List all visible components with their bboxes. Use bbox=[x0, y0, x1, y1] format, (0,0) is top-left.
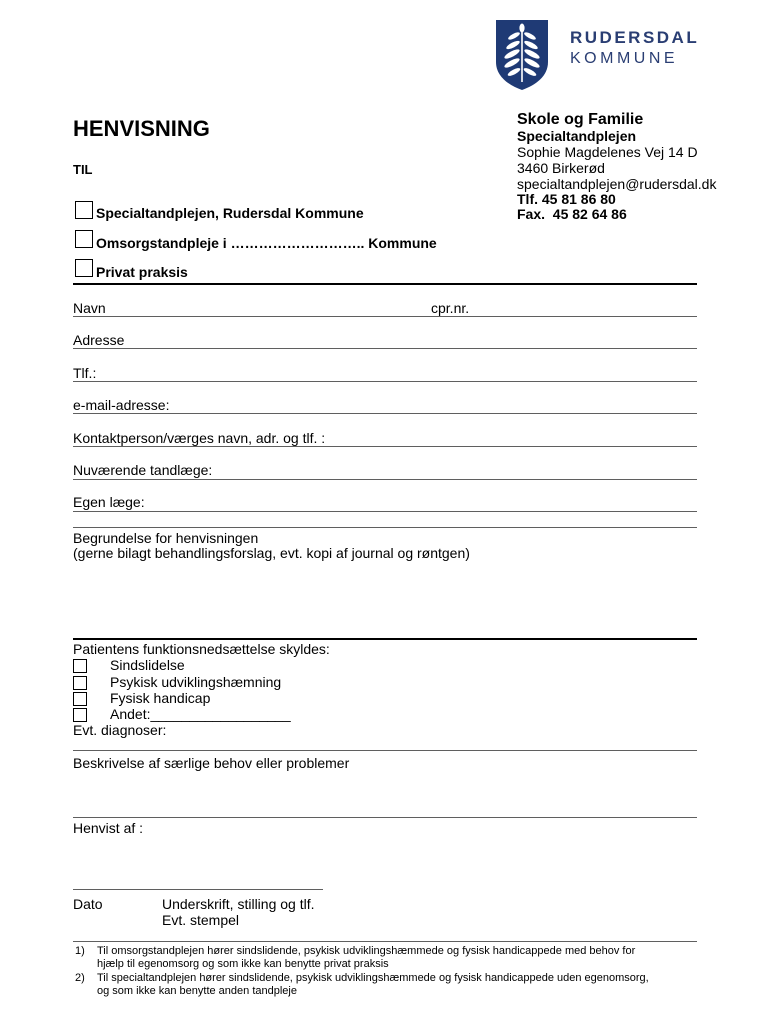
footnote-text-line: Til omsorgstandplejen hører sindslidende, psykisk udviklingshæmmede og fysisk handicappede med behov for bbox=[97, 945, 636, 957]
to-label: TIL bbox=[73, 162, 93, 177]
reason-note: (gerne bilagt behandlingsforslag, evt. kopi af journal og røntgen) bbox=[73, 545, 470, 561]
recipient-checkbox-omsorgstandpleje[interactable] bbox=[75, 230, 93, 248]
impairment-option-label: Andet:__________________ bbox=[110, 706, 291, 722]
referred-by-label: Henvist af : bbox=[73, 820, 144, 836]
logo-line-2: KOMMUNE bbox=[570, 50, 679, 67]
sender-city: 3460 Birkerød bbox=[517, 160, 605, 176]
special-needs-label: Beskrivelse af særlige behov eller problemer bbox=[73, 755, 350, 771]
impairment-top-line bbox=[73, 638, 697, 640]
sender-unit: Specialtandplejen bbox=[517, 128, 637, 144]
diagnoses-label: Evt. diagnoser: bbox=[73, 722, 167, 738]
contact-field-line[interactable] bbox=[73, 446, 697, 447]
rudersdal-logo bbox=[494, 18, 700, 92]
sender-street: Sophie Magdelenes Vej 14 D bbox=[517, 144, 698, 160]
email-field-line[interactable] bbox=[73, 413, 697, 414]
own-doctor-field-line[interactable] bbox=[73, 511, 697, 512]
footnotes-divider bbox=[73, 941, 697, 942]
referred-by-top-line bbox=[73, 817, 697, 818]
sender-fax: Fax. 45 82 64 86 bbox=[517, 206, 627, 222]
footnote-text-line: hjælp til egenomsorg og som ikke kan benytte privat praksis bbox=[97, 958, 389, 970]
recipient-option-label: Privat praksis bbox=[96, 264, 188, 280]
impairment-checkbox-fysisk[interactable] bbox=[73, 692, 87, 706]
recipient-option-label: Omsorgstandpleje i ……………………….. Kommune bbox=[96, 235, 437, 251]
contact-field-label: Kontaktperson/værges navn, adr. og tlf. : bbox=[73, 430, 326, 446]
recipient-option-label: Specialtandplejen, Rudersdal Kommune bbox=[96, 205, 364, 221]
name-field-line[interactable] bbox=[73, 316, 697, 317]
reason-top-line bbox=[73, 527, 697, 528]
phone-field-label: Tlf.: bbox=[73, 365, 97, 381]
impairment-checkbox-psykisk[interactable] bbox=[73, 676, 87, 690]
sender-phone: Tlf. 45 81 86 80 bbox=[517, 191, 616, 207]
reason-text-area[interactable] bbox=[73, 563, 697, 635]
footnote-text-line: Til specialtandplejen hører sindslidende, psykisk udviklingshæmmede og fysisk handicappede uden egenomsorg, bbox=[97, 972, 649, 984]
address-field-label: Adresse bbox=[73, 332, 125, 348]
sender-department: Skole og Familie bbox=[517, 111, 644, 128]
impairment-option-label: Fysisk handicap bbox=[110, 690, 211, 706]
own-doctor-field-label: Egen læge: bbox=[73, 494, 145, 510]
special-needs-text-area[interactable] bbox=[73, 773, 697, 815]
email-field-label: e-mail-adresse: bbox=[73, 397, 170, 413]
signature-label: Underskrift, stilling og tlf. bbox=[162, 896, 315, 912]
footnote-marker: 1) bbox=[75, 945, 85, 957]
impairment-checkbox-sindslidelse[interactable] bbox=[73, 659, 87, 673]
logo-line-1: RUDERSDAL bbox=[570, 28, 700, 47]
impairment-checkbox-andet[interactable] bbox=[73, 708, 87, 722]
special-needs-top-line bbox=[73, 750, 697, 751]
cpr-field-label: cpr.nr. bbox=[431, 300, 470, 316]
current-dentist-field-label: Nuværende tandlæge: bbox=[73, 462, 213, 478]
page-title: HENVISNING bbox=[73, 116, 210, 141]
phone-field-line[interactable] bbox=[73, 381, 697, 382]
signature-line[interactable] bbox=[73, 889, 323, 890]
section-divider bbox=[73, 283, 697, 285]
recipient-checkbox-specialtandplejen[interactable] bbox=[75, 201, 93, 219]
reason-heading: Begrundelse for henvisningen bbox=[73, 530, 259, 546]
footnote-marker: 2) bbox=[75, 972, 85, 984]
impairment-heading: Patientens funktionsnedsættelse skyldes: bbox=[73, 641, 330, 657]
name-field-label: Navn bbox=[73, 300, 106, 316]
stamp-label: Evt. stempel bbox=[162, 912, 240, 928]
recipient-checkbox-privat-praksis[interactable] bbox=[75, 259, 93, 277]
date-label: Dato bbox=[73, 896, 103, 912]
address-field-line[interactable] bbox=[73, 348, 697, 349]
footnote-text-line: og som ikke kan benytte anden tandpleje bbox=[97, 985, 297, 997]
coat-of-arms-icon bbox=[494, 18, 550, 92]
impairment-option-label: Psykisk udviklingshæmning bbox=[110, 674, 282, 690]
sender-email: specialtandplejen@rudersdal.dk bbox=[517, 176, 717, 192]
current-dentist-field-line[interactable] bbox=[73, 479, 697, 480]
impairment-option-label: Sindslidelse bbox=[110, 657, 185, 673]
